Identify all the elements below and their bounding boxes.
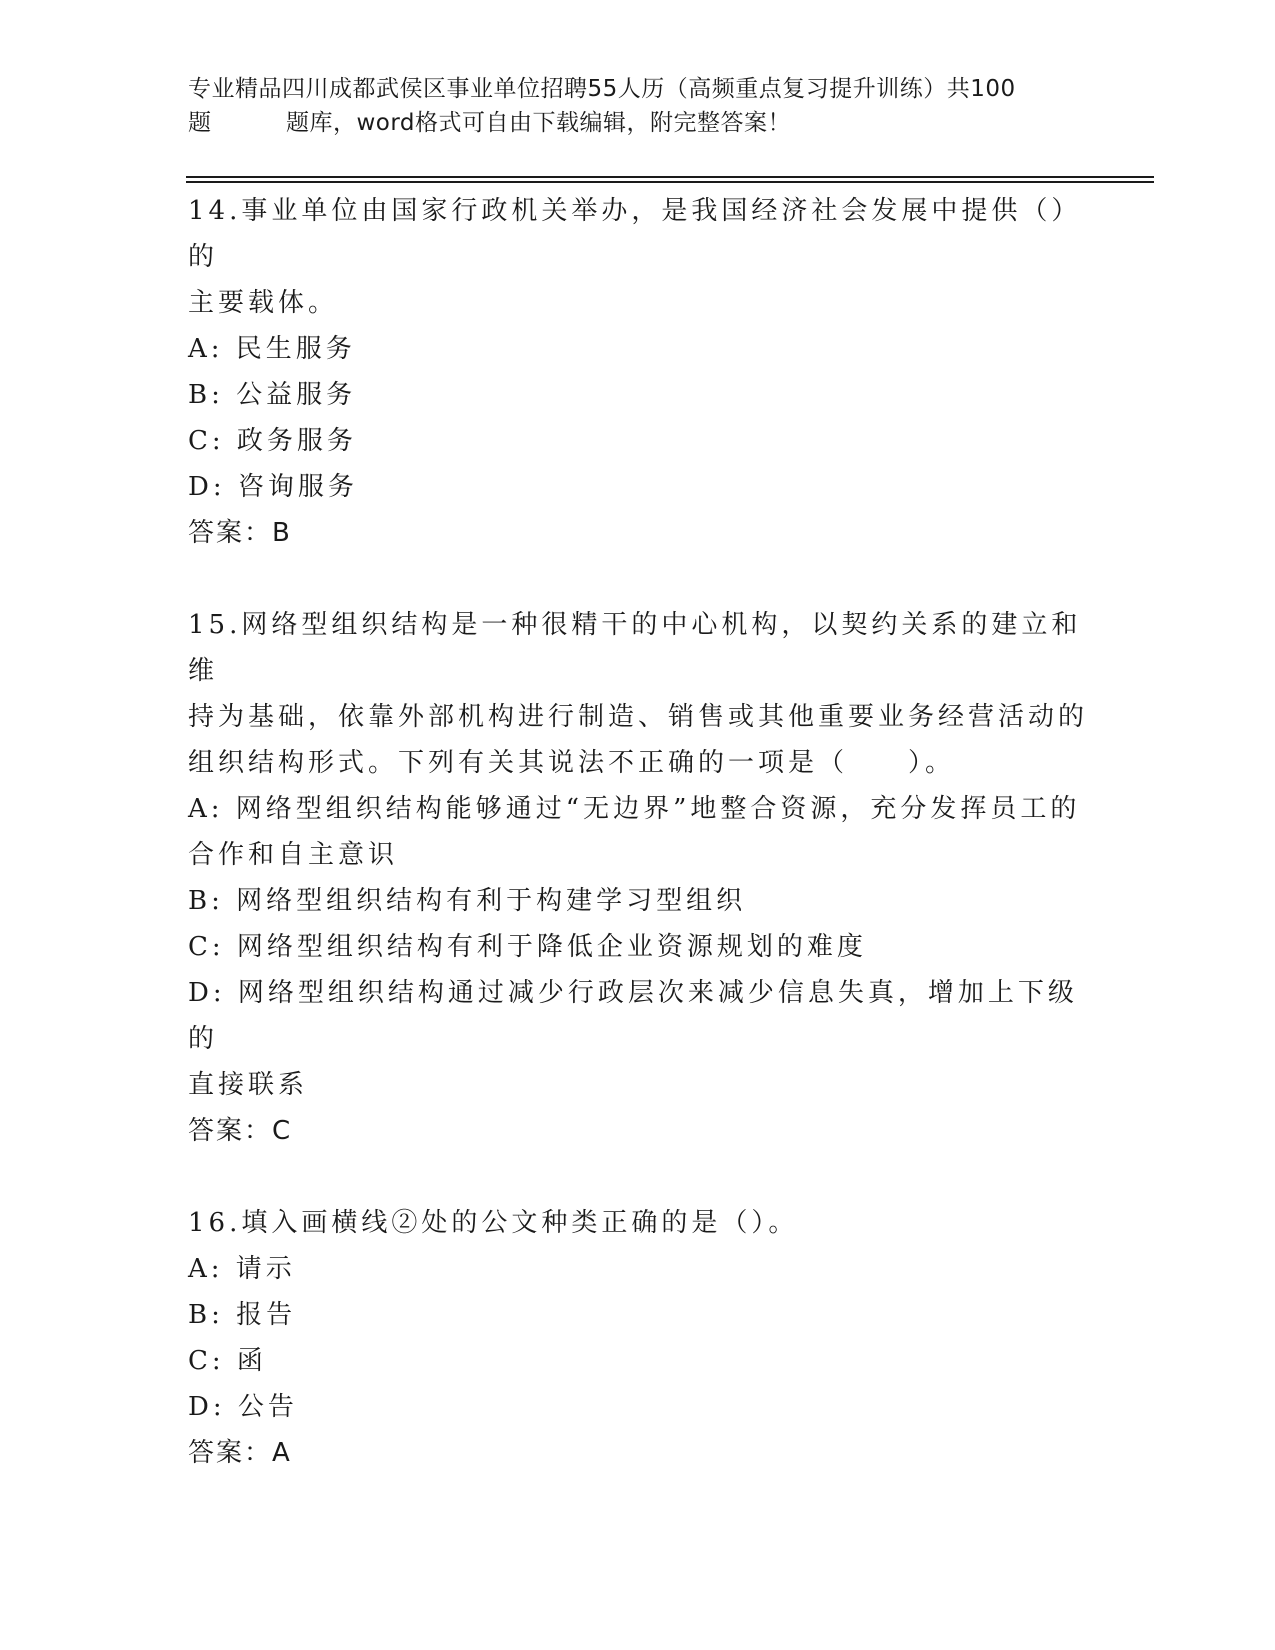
question-stem: 14.事业单位由国家行政机关举办，是我国经济社会发展中提供（）的 xyxy=(188,196,1082,272)
option-c: C: 网络型组织结构有利于降低企业资源规划的难度 xyxy=(188,932,867,962)
option-b: B: 公益服务 xyxy=(188,380,357,410)
header-divider-bottom xyxy=(186,181,1154,183)
option-b: B: 网络型组织结构有利于构建学习型组织 xyxy=(188,886,747,916)
question-stem: 组织结构形式。下列有关其说法不正确的一项是（ ）。 xyxy=(188,748,956,778)
option-a: A: 请示 xyxy=(188,1254,296,1284)
option-a: A: 民生服务 xyxy=(188,334,356,364)
option-d-continued: 直接联系 xyxy=(188,1070,309,1100)
document-header xyxy=(188,72,1068,140)
option-c: C: 政务服务 xyxy=(188,426,357,456)
question-spacer xyxy=(188,556,1088,602)
option-a-continued: 合作和自主意识 xyxy=(188,840,399,870)
answer-line: 答案：A xyxy=(188,1438,292,1468)
header-line-2-lead: 题 xyxy=(188,110,212,136)
question-spacer xyxy=(188,1154,1088,1200)
option-b: B: 报告 xyxy=(188,1300,297,1330)
header-line-1: 专业精品四川成都武侯区事业单位招聘55人历（高频重点复习提升训练）共100 xyxy=(188,76,1016,102)
question-stem: 主要载体。 xyxy=(188,288,339,318)
option-d: D: 咨询服务 xyxy=(188,472,358,502)
question-14 xyxy=(188,188,1088,556)
question-list xyxy=(188,188,1088,1476)
question-stem: 16.填入画横线②处的公文种类正确的是（）。 xyxy=(188,1208,799,1238)
question-16 xyxy=(188,1200,1088,1476)
option-c: C: 函 xyxy=(188,1346,267,1376)
header-line-2-text: 题库，word格式可自由下载编辑，附完整答案！ xyxy=(286,110,792,136)
question-stem: 15.网络型组织结构是一种很精干的中心机构，以契约关系的建立和维 xyxy=(188,610,1082,686)
answer-line: 答案：B xyxy=(188,518,292,548)
option-d: D: 公告 xyxy=(188,1392,298,1422)
header-divider-top xyxy=(186,176,1154,178)
question-15 xyxy=(188,602,1088,1154)
question-stem: 持为基础，依靠外部机构进行制造、销售或其他重要业务经营活动的 xyxy=(188,702,1089,732)
header-line-2 xyxy=(188,106,1068,140)
option-d: D: 网络型组织结构通过减少行政层次来减少信息失真，增加上下级的 xyxy=(188,978,1078,1054)
answer-line: 答案：C xyxy=(188,1116,293,1146)
option-a: A: 网络型组织结构能够通过“无边界”地整合资源，充分发挥员工的 xyxy=(188,794,1081,824)
